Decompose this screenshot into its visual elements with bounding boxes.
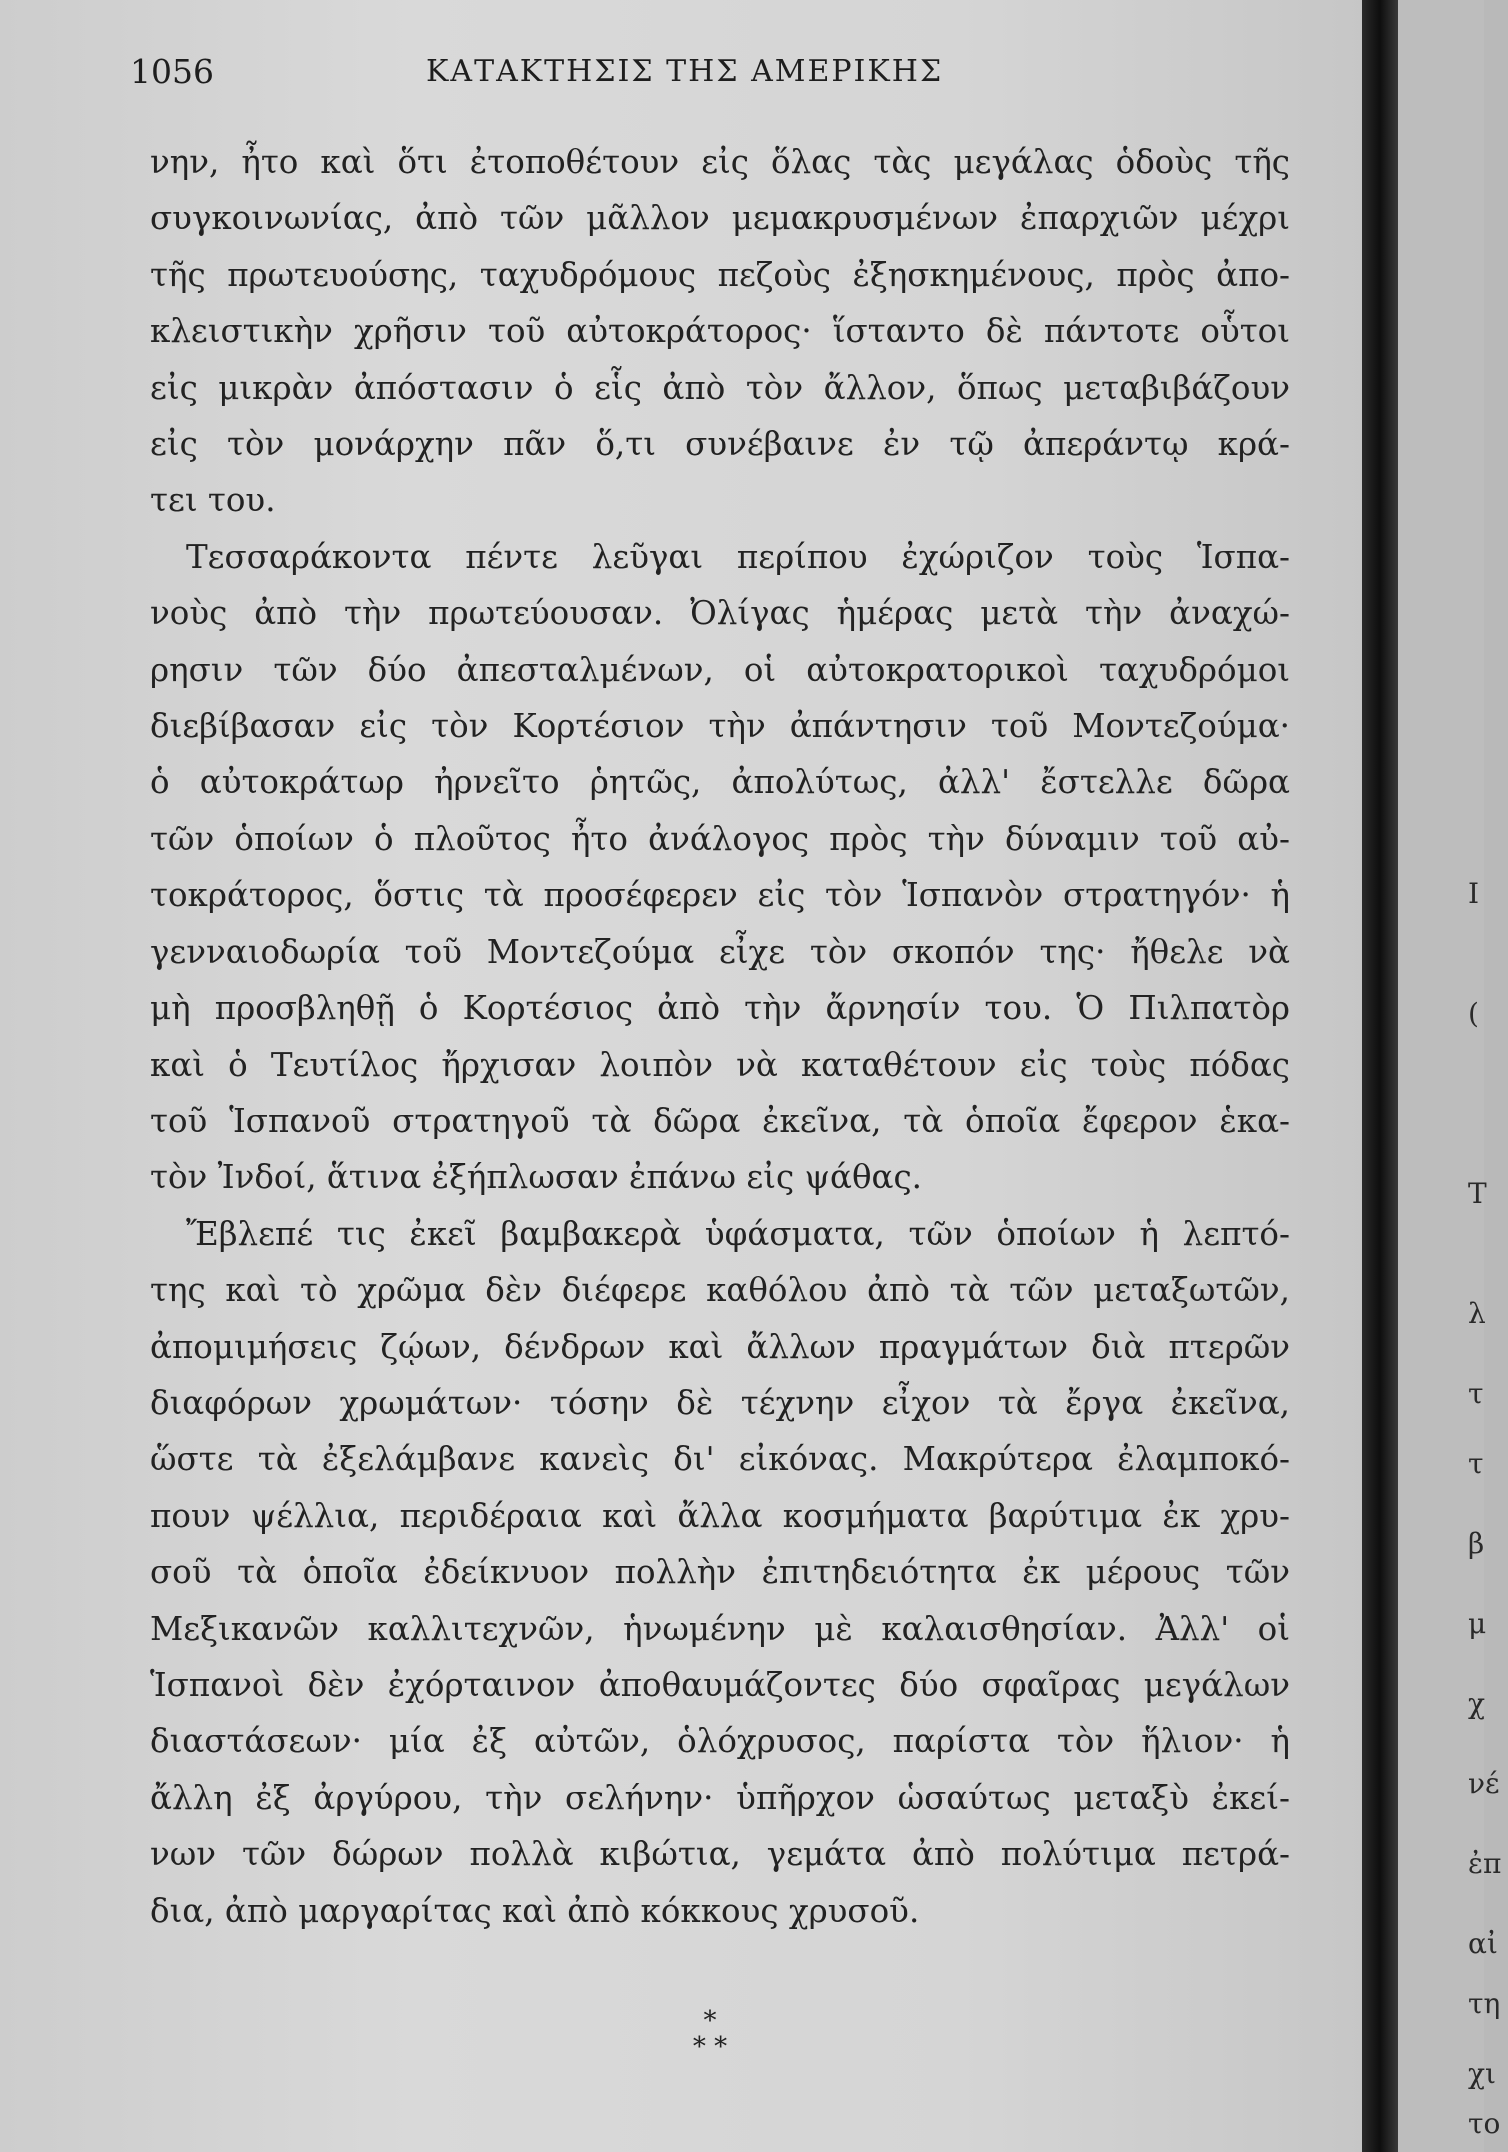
next-page-sliver (1398, 0, 1502, 2152)
text-line: Ἱσπανοὶ δὲν ἐχόρταινον ἀποθαυμάζοντες δύο σφαῖρας μεγάλων (150, 1665, 1290, 1704)
next-page-fragment: αἰ (1468, 1927, 1498, 1960)
asterism-top: * (703, 2006, 717, 2036)
text-line: καὶ ὁ Τευτίλος ἤρχισαν λοιπὸν νὰ καταθέτουν εἰς τοὺς πόδας (150, 1045, 1290, 1084)
next-page-fragment: μ (1468, 1607, 1487, 1640)
next-page-fragment: β (1468, 1527, 1485, 1560)
asterism (660, 2008, 760, 2060)
text-line: τοκράτορος, ὅστις τὰ προσέφερεν εἰς τὸν Ἱσπανὸν στρατηγόν· ἡ (150, 876, 1290, 915)
text-line: της καὶ τὸ χρῶμα δὲν διέφερε καθόλου ἀπὸ τὰ τῶν μεταξωτῶν, (150, 1271, 1290, 1310)
text-line: νων τῶν δώρων πολλὰ κιβώτια, γεμάτα ἀπὸ πολύτιμα πετρά- (150, 1835, 1290, 1874)
text-line: ἄλλη ἐξ ἀργύρου, τὴν σελήνην· ὑπῆρχον ὡσαύτως μεταξὺ ἐκεί- (150, 1778, 1290, 1817)
text-line: ἀπομιμήσεις ζῴων, δένδρων καὶ ἄλλων πραγμάτων διὰ πτερῶν (150, 1327, 1290, 1366)
text-line: συγκοινωνίας, ἀπὸ τῶν μᾶλλον μεμακρυσμένων ἐπαρχιῶν μέχρι (150, 199, 1290, 238)
next-page-fragment: το (1468, 2107, 1501, 2140)
text-line: νην, ἦτο καὶ ὅτι ἐτοποθέτουν εἰς ὅλας τὰς μεγάλας ὁδοὺς τῆς (150, 143, 1290, 181)
text-line: εἰς τὸν μονάρχην πᾶν ὅ,τι συνέβαινε ἐν τῷ ἀπεράντῳ κρά- (150, 425, 1290, 464)
paragraph (150, 134, 1290, 529)
text-line: τει του. (150, 481, 276, 520)
page-body (150, 134, 1290, 1939)
text-line: νοὺς ἀπὸ τὴν πρωτεύουσαν. Ὀλίγας ἡμέρας μετὰ τὴν ἀναχώ- (150, 594, 1290, 633)
text-line: πουν ψέλλια, περιδέραια καὶ ἄλλα κοσμήματα βαρύτιμα ἐκ χρυ- (150, 1496, 1290, 1535)
text-line: Τεσσαράκοντα πέντε λεῦγαι περίπου ἐχώριζον τοὺς Ἱσπα- (186, 537, 1290, 576)
text-line: κλειστικὴν χρῆσιν τοῦ αὐτοκράτορος· ἵσταντο δὲ πάντοτε οὗτοι (150, 312, 1290, 351)
text-line: ὁ αὐτοκράτωρ ἠρνεῖτο ῥητῶς, ἀπολύτως, ἀλλ' ἔστελλε δῶρα (150, 763, 1290, 802)
text-line: σοῦ τὰ ὁποῖα ἐδείκνυον πολλὴν ἐπιτηδειότητα ἐκ μέρους τῶν (150, 1553, 1290, 1592)
next-page-fragment: τη (1468, 1987, 1501, 2020)
text-line: μὴ προσβληθῇ ὁ Κορτέσιος ἀπὸ τὴν ἄρνησίν του. Ὁ Πιλπατὸρ (150, 989, 1290, 1028)
text-line: ὥστε τὰ ἐξελάμβανε κανεὶς δι' εἰκόνας. Μακρύτερα ἐλαμποκό- (150, 1440, 1290, 1479)
text-line: διαφόρων χρωμάτων· τόσην δὲ τέχνην εἶχον τὰ ἔργα ἐκεῖνα, (150, 1383, 1290, 1422)
text-line: ρησιν τῶν δύο ἀπεσταλμένων, οἱ αὐτοκρατορικοὶ ταχυδρόμοι (150, 650, 1290, 689)
text-line: τῆς πρωτευούσης, ταχυδρόμους πεζοὺς ἐξησκημένους, πρὸς ἀπο- (150, 255, 1290, 294)
text-line: Ἔβλεπέ τις ἐκεῖ βαμβακερὰ ὑφάσματα, τῶν ὁποίων ἡ λεπτό- (186, 1214, 1290, 1253)
running-title: ΚΑΤΑΚΤΗΣΙΣ ΤΗΣ ΑΜΕΡΙΚΗΣ (426, 54, 944, 89)
text-line: γενναιοδωρία τοῦ Μοντεζούμα εἶχε τὸν σκοπόν της· ἤθελε νὰ (150, 932, 1290, 971)
text-line: δια, ἀπὸ μαργαρίτας καὶ ἀπὸ κόκκους χρυσοῦ. (150, 1891, 920, 1930)
next-page-fragment: χ (1468, 1687, 1485, 1720)
next-page-fragment: νέ (1468, 1767, 1500, 1800)
next-page-fragment: ἐπ (1468, 1847, 1502, 1880)
next-page-fragment: λ (1468, 1297, 1486, 1330)
next-page-fragment: Ι (1468, 877, 1480, 910)
next-page-fragment: τ (1468, 1377, 1484, 1410)
text-line: εἰς μικρὰν ἀπόστασιν ὁ εἷς ἀπὸ τὸν ἄλλον, ὅπως μεταβιβάζουν (150, 368, 1290, 407)
text-line: τὸν Ἰνδοί, ἅτινα ἐξήπλωσαν ἐπάνω εἰς ψάθας. (150, 1158, 922, 1197)
asterism-bottom: * * (692, 2032, 728, 2062)
book-gutter (1362, 0, 1398, 2152)
next-page-fragment: χι (1468, 2057, 1496, 2090)
paragraph (150, 1206, 1290, 1939)
text-line: Μεξικανῶν καλλιτεχνῶν, ἡνωμένην μὲ καλαισθησίαν. Ἀλλ' οἱ (150, 1609, 1290, 1648)
text-line: τοῦ Ἱσπανοῦ στρατηγοῦ τὰ δῶρα ἐκεῖνα, τὰ ὁποῖα ἔφερον ἑκα- (150, 1101, 1290, 1140)
next-page-fragment: τ (1468, 1447, 1484, 1480)
text-line: τῶν ὁποίων ὁ πλοῦτος ἦτο ἀνάλογος πρὸς τὴν δύναμιν τοῦ αὐ- (150, 819, 1290, 858)
text-line: διεβίβασαν εἰς τὸν Κορτέσιον τὴν ἀπάντησιν τοῦ Μοντεζούμα· (150, 707, 1290, 746)
next-page-fragment: Τ (1468, 1177, 1487, 1210)
next-page-fragment: ( (1468, 997, 1479, 1030)
page-number: 1056 (130, 52, 214, 91)
text-line: διαστάσεων· μία ἐξ αὐτῶν, ὁλόχρυσος, παρίστα τὸν ἥλιον· ἡ (150, 1722, 1290, 1761)
page-header (130, 52, 1030, 96)
paragraph (150, 529, 1290, 1206)
